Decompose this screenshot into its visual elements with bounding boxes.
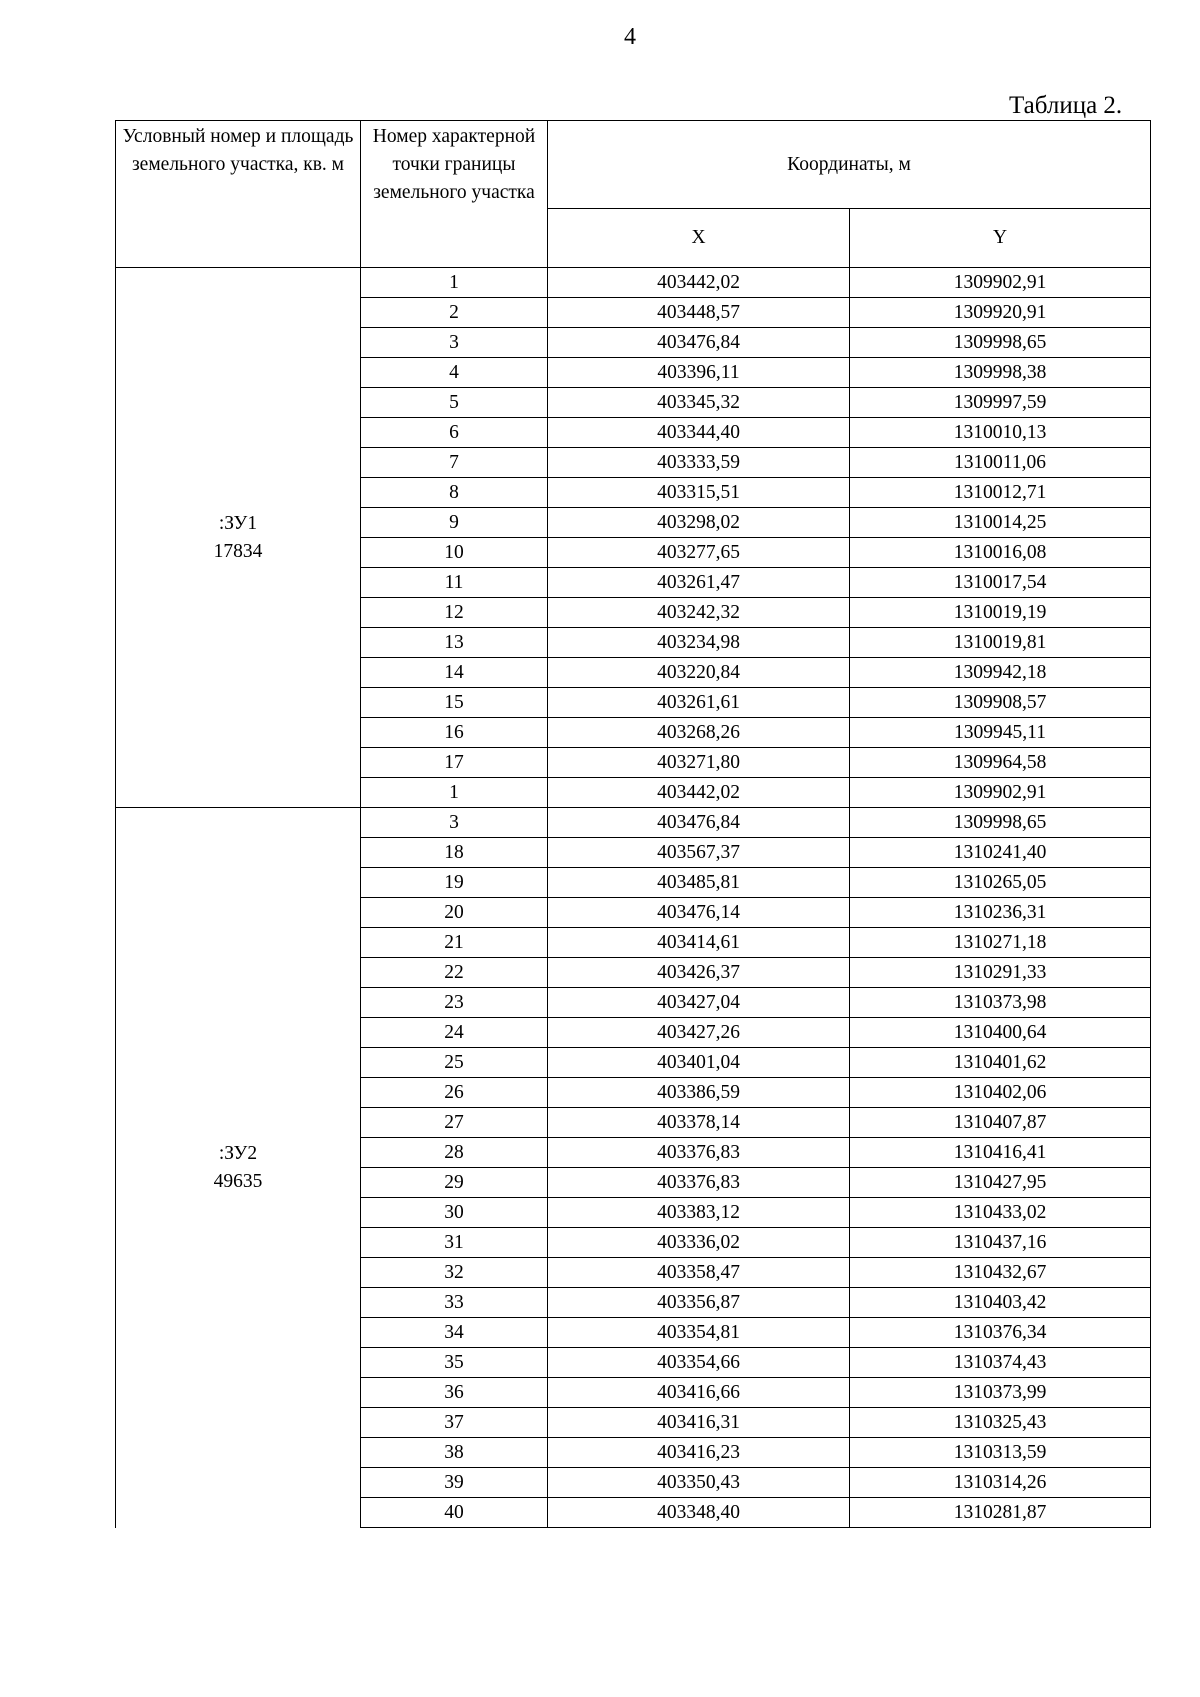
- y-coordinate-cell: 1310432,67: [850, 1258, 1151, 1288]
- y-coordinate-cell: 1310014,25: [850, 508, 1151, 538]
- y-coordinate-cell: 1310010,13: [850, 418, 1151, 448]
- y-coordinate-cell: 1310376,34: [850, 1318, 1151, 1348]
- y-coordinate-cell: 1310019,81: [850, 628, 1151, 658]
- x-coordinate-cell: 403401,04: [548, 1048, 850, 1078]
- y-coordinate-cell: 1310265,05: [850, 868, 1151, 898]
- table-row: [116, 268, 1151, 298]
- x-coordinate-cell: 403234,98: [548, 628, 850, 658]
- y-coordinate-cell: 1310400,64: [850, 1018, 1151, 1048]
- x-coordinate-cell: 403427,04: [548, 988, 850, 1018]
- x-coordinate-cell: 403356,87: [548, 1288, 850, 1318]
- y-coordinate-cell: 1310416,41: [850, 1138, 1151, 1168]
- point-number-cell: 22: [361, 958, 548, 988]
- header-plot: Условный номер и площадь земельного участка, кв. м: [116, 121, 361, 268]
- point-number-cell: 3: [361, 808, 548, 838]
- y-coordinate-cell: 1310241,40: [850, 838, 1151, 868]
- x-coordinate-cell: 403383,12: [548, 1198, 850, 1228]
- x-coordinate-cell: 403448,57: [548, 298, 850, 328]
- y-coordinate-cell: 1309942,18: [850, 658, 1151, 688]
- x-coordinate-cell: 403344,40: [548, 418, 850, 448]
- y-coordinate-cell: 1310427,95: [850, 1168, 1151, 1198]
- y-coordinate-cell: 1310403,42: [850, 1288, 1151, 1318]
- point-number-cell: 29: [361, 1168, 548, 1198]
- y-coordinate-cell: 1310373,98: [850, 988, 1151, 1018]
- point-number-cell: 32: [361, 1258, 548, 1288]
- y-coordinate-cell: 1309998,65: [850, 328, 1151, 358]
- y-coordinate-cell: 1309920,91: [850, 298, 1151, 328]
- y-coordinate-cell: 1310017,54: [850, 568, 1151, 598]
- x-coordinate-cell: 403354,81: [548, 1318, 850, 1348]
- x-coordinate-cell: 403268,26: [548, 718, 850, 748]
- point-number-cell: 10: [361, 538, 548, 568]
- y-coordinate-cell: 1310236,31: [850, 898, 1151, 928]
- point-number-cell: 25: [361, 1048, 548, 1078]
- x-coordinate-cell: 403442,02: [548, 778, 850, 808]
- y-coordinate-cell: 1310011,06: [850, 448, 1151, 478]
- x-coordinate-cell: 403345,32: [548, 388, 850, 418]
- point-number-cell: 2: [361, 298, 548, 328]
- y-coordinate-cell: 1310313,59: [850, 1438, 1151, 1468]
- header-y: Y: [850, 209, 1151, 268]
- y-coordinate-cell: 1309997,59: [850, 388, 1151, 418]
- plot-area: 17834: [213, 540, 263, 562]
- point-number-cell: 9: [361, 508, 548, 538]
- y-coordinate-cell: 1310314,26: [850, 1468, 1151, 1498]
- y-coordinate-cell: 1309964,58: [850, 748, 1151, 778]
- point-number-cell: 38: [361, 1438, 548, 1468]
- point-number-cell: 20: [361, 898, 548, 928]
- x-coordinate-cell: 403220,84: [548, 658, 850, 688]
- point-number-cell: 1: [361, 778, 548, 808]
- header-x: X: [548, 209, 850, 268]
- point-number-cell: 36: [361, 1378, 548, 1408]
- y-coordinate-cell: 1309945,11: [850, 718, 1151, 748]
- x-coordinate-cell: 403350,43: [548, 1468, 850, 1498]
- x-coordinate-cell: 403354,66: [548, 1348, 850, 1378]
- x-coordinate-cell: 403476,14: [548, 898, 850, 928]
- y-coordinate-cell: 1310325,43: [850, 1408, 1151, 1438]
- x-coordinate-cell: 403261,47: [548, 568, 850, 598]
- y-coordinate-cell: 1310271,18: [850, 928, 1151, 958]
- plot-id: :ЗУ2: [218, 1142, 258, 1164]
- table-row: [116, 808, 1151, 838]
- y-coordinate-cell: 1310019,19: [850, 598, 1151, 628]
- x-coordinate-cell: 403333,59: [548, 448, 850, 478]
- point-number-cell: 39: [361, 1468, 548, 1498]
- coordinates-table: [115, 120, 1151, 1528]
- x-coordinate-cell: 403348,40: [548, 1498, 850, 1528]
- y-coordinate-cell: 1309902,91: [850, 268, 1151, 298]
- y-coordinate-cell: 1310407,87: [850, 1108, 1151, 1138]
- point-number-cell: 30: [361, 1198, 548, 1228]
- point-number-cell: 19: [361, 868, 548, 898]
- x-coordinate-cell: 403414,61: [548, 928, 850, 958]
- x-coordinate-cell: 403476,84: [548, 808, 850, 838]
- page-number: 4: [624, 24, 636, 50]
- x-coordinate-cell: 403242,32: [548, 598, 850, 628]
- plot-cell: [116, 808, 361, 1528]
- x-coordinate-cell: 403315,51: [548, 478, 850, 508]
- y-coordinate-cell: 1310291,33: [850, 958, 1151, 988]
- point-number-cell: 15: [361, 688, 548, 718]
- x-coordinate-cell: 403567,37: [548, 838, 850, 868]
- point-number-cell: 28: [361, 1138, 548, 1168]
- x-coordinate-cell: 403336,02: [548, 1228, 850, 1258]
- y-coordinate-cell: 1310374,43: [850, 1348, 1151, 1378]
- x-coordinate-cell: 403442,02: [548, 268, 850, 298]
- point-number-cell: 34: [361, 1318, 548, 1348]
- x-coordinate-cell: 403396,11: [548, 358, 850, 388]
- x-coordinate-cell: 403261,61: [548, 688, 850, 718]
- table-caption: Таблица 2.: [1009, 92, 1123, 119]
- x-coordinate-cell: 403427,26: [548, 1018, 850, 1048]
- point-number-cell: 5: [361, 388, 548, 418]
- point-number-cell: 3: [361, 328, 548, 358]
- plot-cell: [116, 268, 361, 808]
- x-coordinate-cell: 403376,83: [548, 1138, 850, 1168]
- point-number-cell: 13: [361, 628, 548, 658]
- x-coordinate-cell: 403378,14: [548, 1108, 850, 1138]
- point-number-cell: 7: [361, 448, 548, 478]
- x-coordinate-cell: 403476,84: [548, 328, 850, 358]
- header-coordinates: Координаты, м: [548, 121, 1151, 209]
- y-coordinate-cell: 1310401,62: [850, 1048, 1151, 1078]
- point-number-cell: 35: [361, 1348, 548, 1378]
- x-coordinate-cell: 403277,65: [548, 538, 850, 568]
- y-coordinate-cell: 1309902,91: [850, 778, 1151, 808]
- point-number-cell: 40: [361, 1498, 548, 1528]
- point-number-cell: 14: [361, 658, 548, 688]
- point-number-cell: 16: [361, 718, 548, 748]
- point-number-cell: 26: [361, 1078, 548, 1108]
- point-number-cell: 23: [361, 988, 548, 1018]
- point-number-cell: 6: [361, 418, 548, 448]
- y-coordinate-cell: 1310437,16: [850, 1228, 1151, 1258]
- point-number-cell: 4: [361, 358, 548, 388]
- x-coordinate-cell: 403416,31: [548, 1408, 850, 1438]
- y-coordinate-cell: 1310402,06: [850, 1078, 1151, 1108]
- point-number-cell: 11: [361, 568, 548, 598]
- x-coordinate-cell: 403358,47: [548, 1258, 850, 1288]
- point-number-cell: 12: [361, 598, 548, 628]
- x-coordinate-cell: 403416,66: [548, 1378, 850, 1408]
- point-number-cell: 33: [361, 1288, 548, 1318]
- y-coordinate-cell: 1309908,57: [850, 688, 1151, 718]
- point-number-cell: 31: [361, 1228, 548, 1258]
- x-coordinate-cell: 403426,37: [548, 958, 850, 988]
- x-coordinate-cell: 403271,80: [548, 748, 850, 778]
- x-coordinate-cell: 403416,23: [548, 1438, 850, 1468]
- x-coordinate-cell: 403298,02: [548, 508, 850, 538]
- plot-id: :ЗУ1: [218, 512, 258, 534]
- y-coordinate-cell: 1310012,71: [850, 478, 1151, 508]
- point-number-cell: 1: [361, 268, 548, 298]
- x-coordinate-cell: 403386,59: [548, 1078, 850, 1108]
- y-coordinate-cell: 1310281,87: [850, 1498, 1151, 1528]
- y-coordinate-cell: 1309998,65: [850, 808, 1151, 838]
- x-coordinate-cell: 403376,83: [548, 1168, 850, 1198]
- y-coordinate-cell: 1310433,02: [850, 1198, 1151, 1228]
- y-coordinate-cell: 1310016,08: [850, 538, 1151, 568]
- y-coordinate-cell: 1309998,38: [850, 358, 1151, 388]
- point-number-cell: 18: [361, 838, 548, 868]
- point-number-cell: 17: [361, 748, 548, 778]
- x-coordinate-cell: 403485,81: [548, 868, 850, 898]
- point-number-cell: 8: [361, 478, 548, 508]
- header-point: Номер характерной точки границы земельного участка: [361, 121, 548, 268]
- point-number-cell: 24: [361, 1018, 548, 1048]
- point-number-cell: 37: [361, 1408, 548, 1438]
- point-number-cell: 21: [361, 928, 548, 958]
- plot-area: 49635: [213, 1170, 263, 1192]
- point-number-cell: 27: [361, 1108, 548, 1138]
- y-coordinate-cell: 1310373,99: [850, 1378, 1151, 1408]
